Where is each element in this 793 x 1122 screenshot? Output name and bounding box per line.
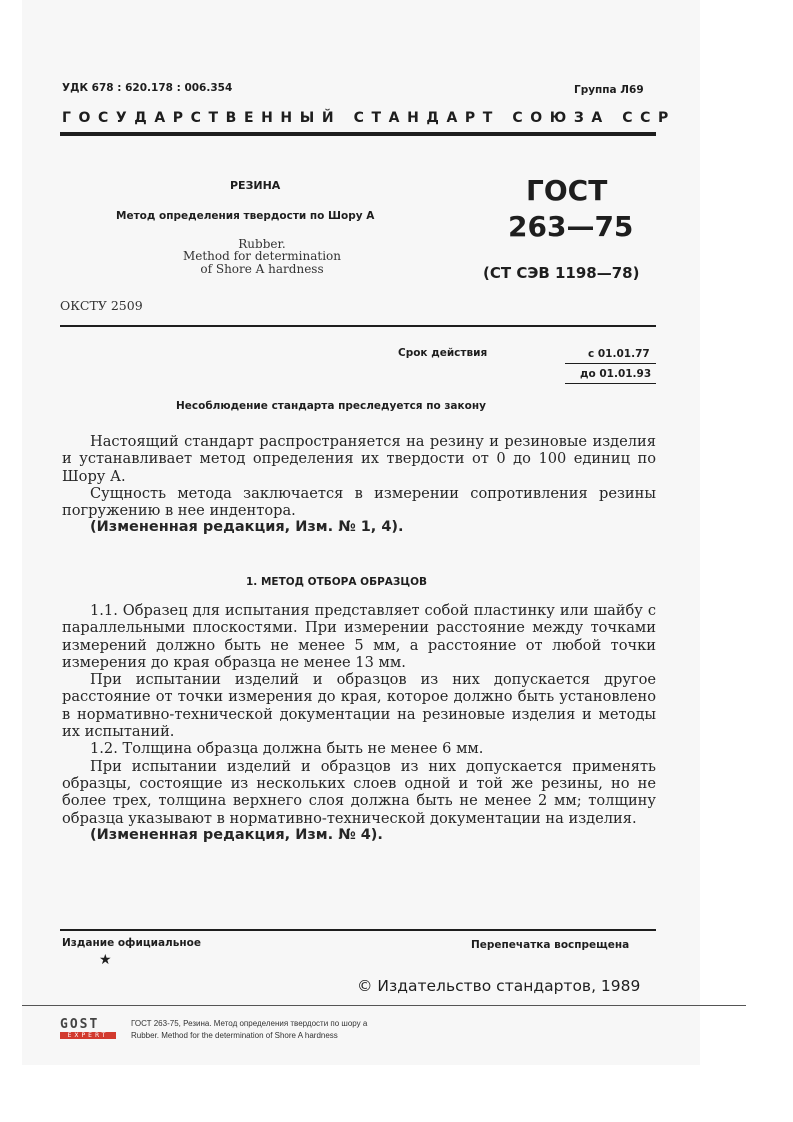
st-sev-number: (СТ СЭВ 1198—78) bbox=[483, 264, 640, 282]
section-heading: 1. МЕТОД ОТБОРА ОБРАЗЦОВ bbox=[246, 576, 428, 588]
state-standard-heading: ГОСУДАРСТВЕННЫЙ СТАНДАРТ СОЮЗА ССР bbox=[62, 110, 676, 126]
intro-paragraph: Сущность метода заключается в измерении сопротивления резины погружению в нее индентора. bbox=[62, 484, 656, 520]
star-icon: ★ bbox=[99, 952, 112, 968]
intro-text bbox=[62, 433, 656, 537]
oksty-code: ОКСТУ 2509 bbox=[60, 298, 143, 313]
english-title-line: of Shore A hardness bbox=[200, 261, 324, 276]
validity-from: с 01.01.77 bbox=[588, 348, 650, 360]
intro-paragraph: Настоящий стандарт распространяется на резину и резиновые изделия и устанавливает метод определения их твердости от 0 до 100 единиц по Шору А. bbox=[62, 433, 656, 485]
udk-code: УДК 678 : 620.178 : 006.354 bbox=[62, 82, 233, 94]
section-paragraph: 1.1. Образец для испытания представляет собой пластинку или шайбу с параллельными плоскостями. При измерении расстояние между точками измерений должно быть не менее 5 мм, а расстояние от любой точки измерения до края образца не менее 13 мм. bbox=[62, 602, 656, 671]
section-change-note: (Измененная редакция, Изм. № 4). bbox=[90, 826, 383, 843]
section-paragraph: 1.2. Толщина образца должна быть не менее 6 мм. bbox=[90, 740, 484, 758]
group-code: Группа Л69 bbox=[574, 84, 644, 96]
logo-text-bottom: EXPERT bbox=[60, 1032, 116, 1039]
section-1-text bbox=[62, 602, 656, 844]
english-title-line: Method for determination bbox=[182, 249, 342, 264]
gost-label: ГОСТ bbox=[526, 174, 608, 207]
bottom-rule bbox=[60, 929, 656, 931]
doc-title: РЕЗИНА bbox=[230, 179, 281, 192]
law-notice: Несоблюдение стандарта преследуется по закону bbox=[176, 400, 486, 412]
logo-text-top: GOST bbox=[60, 1017, 100, 1032]
intro-change-note: (Измененная редакция, Изм. № 1, 4). bbox=[90, 519, 404, 536]
header-rule bbox=[60, 132, 656, 136]
gost-number: 263—75 bbox=[508, 210, 634, 243]
english-title-line: Rubber. bbox=[238, 237, 286, 251]
doc-subtitle: Метод определения твердости по Шору А bbox=[116, 210, 375, 222]
validity-rule-2 bbox=[565, 383, 656, 384]
gost-expert-logo[interactable] bbox=[60, 1018, 116, 1042]
reprint-notice: Перепечатка воспрещена bbox=[471, 939, 630, 951]
footer-line-1: ГОСТ 263-75, Резина. Метод определения твердости по шору а bbox=[131, 1019, 368, 1028]
validity-label: Срок действия bbox=[398, 347, 488, 359]
official-edition: Издание официальное bbox=[62, 937, 201, 949]
footer-divider bbox=[22, 1005, 746, 1006]
validity-rule-1 bbox=[565, 363, 656, 364]
title-rule bbox=[60, 325, 656, 327]
validity-to: до 01.01.93 bbox=[580, 368, 652, 380]
section-paragraph: При испытании изделий и образцов из них допускается применять образцы, состоящие из нескольких слоев одной и той же резины, но не более трех, толщина верхнего слоя должна быть не менее 2 мм; толщину образца указывают в нормативно-технической документации на изделия. bbox=[62, 757, 656, 827]
section-paragraph: При испытании изделий и образцов из них допускается другое расстояние от точки измерения до края, которое должно быть установлено в нормативно-технической документации на резиновые изделия и методы их испытаний. bbox=[62, 671, 656, 741]
english-title bbox=[162, 238, 362, 275]
footer-line-2: Rubber. Method for the determination of Shore A hardness bbox=[131, 1031, 338, 1040]
copyright: © Издательство стандартов, 1989 bbox=[357, 977, 641, 995]
